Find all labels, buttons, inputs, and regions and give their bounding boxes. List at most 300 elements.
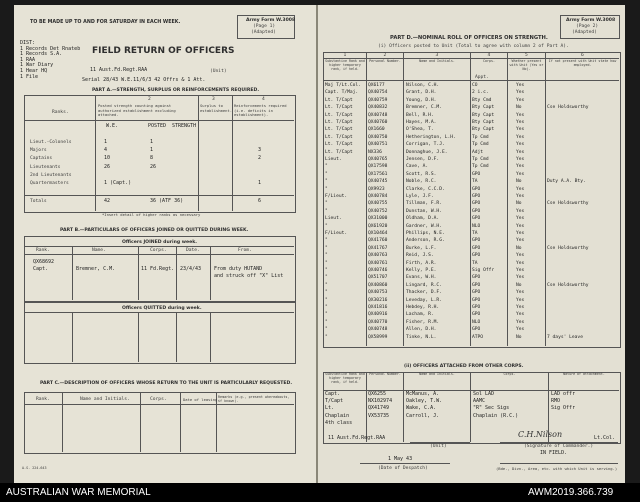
attached-corps: AAMC	[473, 398, 486, 405]
attached-heading: Name and Initials.	[419, 372, 455, 376]
rank-label: Lieut.-Colonels	[30, 140, 72, 145]
roll-number: QX40752	[368, 208, 388, 214]
attached-heading: Substantive Rank and higher temporary rank, if held.	[325, 372, 365, 384]
roll-rank: "	[325, 253, 328, 259]
attached-number: QX6255	[368, 391, 387, 397]
column-heading: Name and Initials.	[419, 59, 455, 63]
roll-appointment: GPO	[472, 290, 481, 296]
roll-rank: Lt. T/Capt	[325, 120, 353, 125]
roll-name: Anderson, R.G.	[406, 238, 445, 244]
roll-appointment: GPO	[472, 245, 481, 251]
roll-number: QX40770	[368, 319, 388, 325]
column-number: 5	[525, 53, 528, 58]
column-heading: Whether present with Unit (Yes or No).	[509, 59, 544, 71]
nominal-roll-table	[323, 52, 621, 348]
roll-rank: "	[325, 186, 328, 192]
roll-appointment: TA	[472, 231, 478, 236]
page-fold	[316, 5, 318, 483]
roll-rank: "	[325, 305, 328, 310]
roll-present: No	[516, 334, 522, 340]
roll-present: Yes	[516, 253, 525, 259]
attached-nature: RMO	[551, 398, 561, 405]
column-heading: Personal Number.	[369, 59, 401, 63]
roll-rank: F/Lieut.	[325, 194, 348, 199]
roll-number: QX40753	[368, 290, 388, 296]
roll-name: Lacham, R.	[406, 312, 434, 318]
roll-rank: Lt. T/Capt	[325, 112, 353, 118]
roll-present: Yes	[516, 260, 525, 266]
roll-number: QX31000	[368, 216, 388, 222]
col-posted: Posted strength counting against authorized establishment excluding attached.	[98, 103, 176, 117]
posted-value: 1	[150, 147, 154, 154]
roll-appointment: GPO	[472, 201, 481, 207]
unit-name-2: 11 Aust.Fd.Regt.RAA	[328, 435, 386, 441]
attached-number: QX41749	[368, 405, 390, 412]
roll-present: Yes	[516, 223, 525, 229]
roll-name: Nilson, C.H.	[406, 83, 440, 88]
column-rule	[403, 372, 404, 442]
roll-rank: "	[325, 334, 328, 340]
joined-name: Bremner, C.M.	[76, 266, 116, 272]
unit-label-2: (Unit)	[430, 444, 447, 449]
roll-present: Yes	[516, 97, 525, 103]
joined-number: QX68692	[33, 259, 55, 265]
roll-number: NX336	[368, 149, 382, 155]
attached-heading: Nature of attachment.	[563, 372, 605, 376]
roll-number: QX58999	[368, 334, 388, 340]
roll-number: QX1660	[368, 127, 385, 133]
roll-name: Hebdey, R.H.	[406, 305, 440, 310]
roll-appointment: GPO	[472, 194, 481, 199]
attached-heading: Personal Number.	[369, 372, 401, 376]
roll-name: Clarke, C.C.D.	[406, 186, 445, 192]
footnote: *Insert detail of higher ranks as necessary	[102, 212, 201, 217]
roll-name: Lyle, J.F.	[406, 194, 434, 199]
col-num-3: 3	[212, 97, 215, 102]
roll-name: Young, D.H.	[406, 97, 437, 103]
roll-number: QX41760	[368, 238, 388, 244]
attached-rank: Lt.	[325, 405, 335, 412]
roll-appointment: GPO	[472, 171, 481, 177]
roll-rank: F/Lieut.	[325, 231, 348, 236]
part-d-subtitle: (i) Officers posted to Unit (Total to agree with column 2 of Part A).	[378, 44, 569, 49]
in-field: IN FIELD.	[540, 450, 568, 456]
attached-heading: Corps.	[503, 372, 516, 376]
posted-value: 1	[150, 139, 154, 145]
roll-present: Yes	[516, 268, 525, 273]
col-surplus: Surplus to establishment.	[200, 103, 233, 113]
roll-appointment: GPO	[472, 297, 481, 303]
roll-name: Firth, A.R.	[406, 260, 437, 266]
distribution-item: 1 Records S.A.	[20, 51, 63, 58]
roll-number: QX40759	[368, 97, 388, 103]
archive-footer	[0, 483, 640, 502]
roll-present: Yes	[516, 319, 525, 325]
attached-name: Oakley, T.W.	[406, 398, 443, 405]
roll-rank: "	[325, 245, 328, 251]
rank-label: Captains	[30, 156, 53, 162]
roll-present: Yes	[516, 216, 525, 222]
roll-present: Yes	[516, 290, 525, 296]
we-value: 1	[104, 139, 108, 145]
roll-present: Yes	[516, 127, 525, 133]
roll-appointment: Bty Cmd	[472, 97, 492, 103]
rank-label: Majors	[30, 148, 47, 154]
roll-number: QX40761	[368, 260, 388, 266]
roll-number: QX40745	[368, 179, 388, 185]
roll-name: Gardner, W.H.	[406, 223, 442, 229]
roll-present: Yes	[516, 194, 525, 199]
roll-number: QX40748	[368, 112, 388, 118]
roll-number: QX40760	[368, 120, 388, 125]
roll-number: QX40755	[368, 201, 388, 207]
roll-appointment: GPO	[472, 238, 481, 244]
page-title: FIELD RETURN OF OFFICERS	[92, 46, 235, 56]
roll-rank: Maj T/Lt.Col.	[325, 83, 361, 88]
attached-corps: "R" Sec Sigs	[473, 405, 510, 412]
roll-appointment: GPO	[472, 305, 481, 310]
attached-rank: Capt.	[325, 391, 341, 397]
roll-appointment: TA	[472, 179, 478, 185]
roll-rank: "	[325, 164, 328, 170]
roll-name: Scott, R.S.	[406, 171, 437, 177]
form-adapted: (Adapted)	[251, 30, 276, 35]
form-number: Army Form W.3008	[246, 18, 296, 23]
place-label: (Bde., Divn., Area, etc. with which Unit is serving.)	[496, 466, 618, 471]
roll-present: Yes	[516, 134, 525, 140]
c-col-rank: Rank.	[36, 397, 50, 402]
roll-present: Yes	[516, 157, 525, 162]
roll-name: Cave, A.	[406, 164, 429, 170]
roll-appointment: GPO	[472, 312, 481, 318]
attached-corps: Chaplain (R.C.)	[473, 412, 519, 419]
rank-label: Lieutenants	[30, 164, 61, 170]
signature-rank: Lt.Col.	[594, 435, 616, 441]
c-col-remarks: Remarks (e.g., present whereabouts, if known).	[218, 395, 290, 403]
roll-name: Corrigan, T.J.	[406, 142, 445, 148]
roll-number: QX40784	[368, 194, 388, 199]
roll-number: QX17561	[368, 171, 388, 177]
roll-rank: Lt. T/Capt	[325, 149, 353, 155]
roll-present: Yes	[516, 164, 525, 170]
joined-col-date: Date.	[186, 248, 200, 253]
roll-number: QX40748	[368, 327, 388, 333]
roll-appointment: GPO	[472, 216, 481, 222]
roll-number: QX17598	[368, 164, 388, 170]
roll-present: Yes	[516, 297, 525, 303]
column-rule	[470, 372, 471, 442]
commander-signature: C.H.Nilson	[518, 430, 563, 439]
roll-rank: Lt. T/Capt	[325, 105, 353, 111]
serial-line: Serial 28/43 W.E.11/6/3 42 Offrs & 1 Att.	[82, 77, 206, 83]
roll-appointment: Sig Offr	[472, 268, 495, 273]
roll-number: QX40763	[368, 253, 388, 259]
roll-present: Yes	[516, 238, 525, 244]
roll-appointment: Bty Capt	[472, 105, 495, 111]
unit-label: (Unit)	[210, 69, 227, 74]
joined-col-from: From.	[238, 248, 252, 253]
roll-number: QX61920	[368, 223, 388, 229]
roll-present: Yes	[516, 186, 525, 192]
joined-from-1: From duty HUTAND	[214, 266, 263, 272]
roll-appointment: ATPO	[472, 334, 484, 340]
roll-present: No	[516, 282, 522, 288]
joined-date: 23/4/43	[180, 266, 202, 272]
roll-name: Phillips, N.E.	[406, 231, 445, 236]
attached-corps: Sol LAD	[473, 391, 495, 397]
attached-title: (ii) OFFICERS ATTACHED FROM OTHER CORPS.	[404, 364, 524, 369]
sub-we: W.E.	[106, 123, 119, 129]
roll-number: QX40860	[368, 282, 388, 288]
footer-institution: AUSTRALIAN WAR MEMORIAL	[6, 487, 151, 498]
roll-number: QX51707	[368, 275, 388, 281]
distribution-item: 1 Records Det Rnateb	[20, 45, 81, 52]
roll-employment: Cse Holdsworthy	[547, 245, 589, 251]
roll-name: Dunstan, W.H.	[406, 208, 442, 214]
roll-appointment: 2 i.c.	[472, 90, 489, 96]
roll-number: QX40916	[368, 312, 388, 318]
roll-rank: "	[325, 290, 328, 296]
roll-number: QX40746	[368, 268, 388, 273]
roll-rank: "	[325, 282, 328, 288]
attached-name: Wake, C.A.	[406, 405, 437, 412]
column-number: 4	[487, 53, 491, 58]
roll-name: Tinke, N.L.	[406, 334, 437, 340]
roll-present: Yes	[516, 112, 525, 118]
column-rule	[403, 52, 404, 346]
we-value: 26	[104, 163, 111, 170]
sub-strength: STRENGTH	[172, 123, 197, 129]
roll-name: Bremner, C.M.	[406, 105, 442, 111]
roll-rank: "	[325, 208, 328, 214]
joined-col-corps: Corps.	[150, 248, 167, 253]
roll-appointment: Bty Capt	[472, 127, 495, 133]
column-number: 3	[435, 53, 439, 58]
roll-employment: Cse Holdsworthy	[547, 201, 589, 207]
rank-label: 2nd Lieutenants	[30, 172, 72, 178]
roll-rank: "	[325, 319, 328, 325]
column-rule	[366, 52, 367, 346]
column-rule	[366, 372, 367, 442]
distribution-item: 1 RAA	[20, 56, 36, 63]
attached-name: McManus, A.	[406, 391, 440, 397]
roll-rank: "	[325, 268, 328, 273]
col-reinf: Reinforcements required (i.e. deficits in establishment).	[234, 103, 287, 117]
roll-rank: Capt. T/Maj.	[325, 90, 359, 96]
roll-appointment: Bty Capt	[472, 120, 495, 125]
rank-label: Totals	[30, 199, 47, 204]
joined-from-2: and struck off "X" List	[214, 273, 284, 279]
column-rule	[470, 52, 471, 346]
c-col-date: Date of leaving.	[183, 397, 220, 402]
roll-employment: Duty A.A. Bty.	[547, 179, 586, 185]
joined-col-rank: Rank.	[36, 248, 50, 253]
joined-rank: Capt.	[33, 266, 49, 272]
despatch-date: 1 May 43	[388, 456, 413, 462]
roll-appointment: TA	[472, 260, 478, 266]
form-adapted-2: (Adapted)	[572, 30, 597, 35]
roll-number: QX40751	[368, 142, 388, 148]
rank-label: Quartermasters	[30, 181, 69, 186]
roll-appointment: GPO	[472, 282, 481, 288]
column-heading: Substantive Rank and higher temporary rank, if held.	[325, 59, 365, 71]
signature-label: (Signature of Commander.)	[524, 444, 594, 449]
column-rule	[507, 52, 508, 346]
col-num-4: 4	[262, 97, 265, 102]
reinf-value: 1	[258, 180, 262, 186]
column-heading: If not present with Unit state how employed.	[548, 59, 617, 67]
roll-rank: Lieut.	[325, 216, 342, 222]
column-number: 2	[383, 53, 387, 58]
roll-present: Yes	[516, 305, 525, 310]
top-note: TO BE MADE UP TO AND FOR SATURDAY IN EACH WEEK.	[30, 20, 181, 25]
form-number-2: Army Form W.3008	[566, 18, 616, 23]
roll-name: Bell, R.H.	[406, 112, 434, 118]
roll-name: Reid, J.S.	[406, 253, 434, 259]
roll-present: Yes	[516, 120, 525, 125]
roll-rank: "	[325, 312, 328, 318]
distribution-item: DIST:	[20, 40, 36, 46]
roll-name: Leveday, L.R.	[406, 297, 442, 303]
roll-employment: Cse Holdsworthy	[547, 282, 589, 288]
roll-rank: "	[325, 223, 328, 229]
roll-number: QX30216	[368, 297, 388, 303]
sub-posted: POSTED	[148, 123, 167, 129]
roll-rank: Lt. T/Capt	[325, 142, 353, 148]
distribution-item: 1 Hear HQ	[20, 68, 48, 74]
roll-name: Evans, W.H.	[406, 275, 437, 281]
attached-rank: Chaplain	[325, 412, 350, 419]
roll-rank: "	[325, 275, 328, 281]
roll-appointment: CO	[472, 83, 478, 88]
roll-name: Allen, D.H.	[406, 327, 437, 333]
posted-value: 8	[150, 155, 154, 162]
reinf-value: 2	[258, 155, 262, 162]
part-a-title: PART A.—STRENGTH, SURPLUS OR REINFORCEMENTS REQUIRED.	[92, 88, 260, 93]
roll-number: QX6177	[368, 83, 385, 88]
roll-present: Yes	[516, 171, 525, 177]
attached-number: VX53735	[368, 412, 390, 419]
part-b-title: PART B.—PARTICULARS OF OFFICERS JOINED OR QUITTED DURING WEEK.	[60, 228, 249, 233]
roll-appointment: Tp Cmd	[472, 134, 489, 140]
we-value: 10	[104, 155, 111, 162]
roll-present: Yes	[516, 208, 525, 214]
roll-appointment: Tp Cmd	[472, 164, 489, 170]
attached-nature: LAD offr	[551, 391, 576, 397]
roll-present: No	[516, 245, 522, 251]
unit-name: 11 Aust.Fd.Regt.RAA	[90, 67, 148, 73]
attached-rank: T/Capt	[325, 398, 344, 405]
distribution-item: 1 War Diary	[20, 62, 54, 69]
form-page: (Page 1)	[253, 24, 276, 29]
roll-number: QX40754	[368, 90, 388, 96]
roll-appointment: GPO	[472, 253, 481, 259]
roll-appointment: Tp Cmd	[472, 142, 489, 148]
roll-rank: "	[325, 327, 328, 333]
roll-name: Hetherington, L.H.	[406, 134, 456, 140]
roll-name: Jensen, D.F.	[406, 157, 440, 162]
c-col-corps: Corps.	[150, 397, 167, 402]
roll-name: Tillman, F.R.	[406, 201, 442, 207]
reinf-value: 6	[258, 198, 262, 204]
quitted-title: Officers QUITTED during week.	[122, 306, 202, 311]
attached-number: NX102974	[368, 398, 393, 405]
roll-name: Hayes, M.A.	[406, 120, 437, 125]
roll-number: QX41767	[368, 245, 388, 251]
form-page-2: (Page 2)	[576, 24, 599, 29]
roll-number: QX9923	[368, 186, 385, 192]
roll-name: Kelly, P.E.	[406, 268, 437, 273]
roll-appointment: GPO	[472, 327, 481, 333]
roll-name: Oldham, D.A.	[406, 216, 440, 222]
roll-present: Yes	[516, 83, 525, 88]
posted-value: 36 (ATF 36)	[150, 198, 184, 204]
roll-number: QX40765	[368, 157, 388, 162]
roll-name: Fisher, R.M.	[406, 319, 440, 325]
posted-value: 26	[150, 163, 157, 170]
roll-name: Donnaghue, J.E.	[406, 149, 448, 155]
we-value: 4	[104, 147, 108, 154]
roll-name: Thacker, D.F.	[406, 290, 442, 296]
column-heading: Corps.	[483, 59, 495, 63]
column-rule	[545, 52, 546, 346]
distribution-item: 1 File	[20, 73, 39, 80]
roll-present: Yes	[516, 275, 525, 281]
joined-col-name: Name.	[92, 248, 106, 253]
roll-appointment: GPO	[472, 186, 481, 192]
roll-name: O'Shea, T.	[406, 127, 434, 133]
joined-title: Officers JOINED during week.	[122, 240, 198, 245]
roll-appointment: Tp Cmd	[472, 157, 489, 162]
roll-present: Yes	[516, 90, 525, 96]
reinf-value: 3	[258, 147, 262, 154]
part-c-title: PART C.—DESCRIPTION OF OFFICERS WHOSE RETURN TO THE UNIT IS PARTICULARLY REQUESTED.	[40, 381, 293, 386]
roll-number: QX40750	[368, 134, 388, 140]
roll-rank: Lieut.	[325, 157, 342, 162]
we-value: 42	[104, 198, 111, 204]
column-number: 6	[581, 53, 584, 58]
roll-present: Yes	[516, 327, 525, 333]
roll-present: No	[516, 201, 522, 207]
date-label: (Date of Despatch)	[378, 466, 428, 471]
bottom-code: A.S. 224-643	[22, 466, 47, 470]
roll-number: QX41816	[368, 305, 388, 310]
roll-rank: "	[325, 238, 328, 244]
roll-employment: Cse Holdsworthy	[547, 105, 589, 111]
corps-sub: Appt.	[475, 75, 489, 80]
roll-present: No	[516, 179, 522, 185]
attached-name: Carroll, J.	[406, 412, 440, 419]
roll-appointment: NLO	[472, 319, 481, 325]
roll-rank: Lt. T/Capt	[325, 134, 353, 140]
roll-appointment: GPO	[472, 275, 481, 281]
c-col-name: Name and Initials.	[80, 397, 130, 402]
attached-nature: Sig Offr	[551, 405, 576, 412]
roll-appointment: Adjt	[472, 149, 484, 155]
roll-present: Yes	[516, 149, 525, 155]
roll-rank: "	[325, 297, 328, 303]
roll-rank: "	[325, 179, 328, 185]
roll-name: Lingard, R.C.	[406, 282, 442, 288]
col-ranks: Ranks.	[52, 110, 69, 115]
roll-present: Yes	[516, 231, 525, 236]
roll-number: QX10464	[368, 231, 388, 236]
roll-rank: "	[325, 171, 328, 177]
column-number: 1	[343, 53, 347, 58]
roll-present: No	[516, 105, 522, 111]
roll-appointment: Bty Capt	[472, 112, 495, 118]
roll-name: Grant, D.H.	[406, 90, 437, 96]
